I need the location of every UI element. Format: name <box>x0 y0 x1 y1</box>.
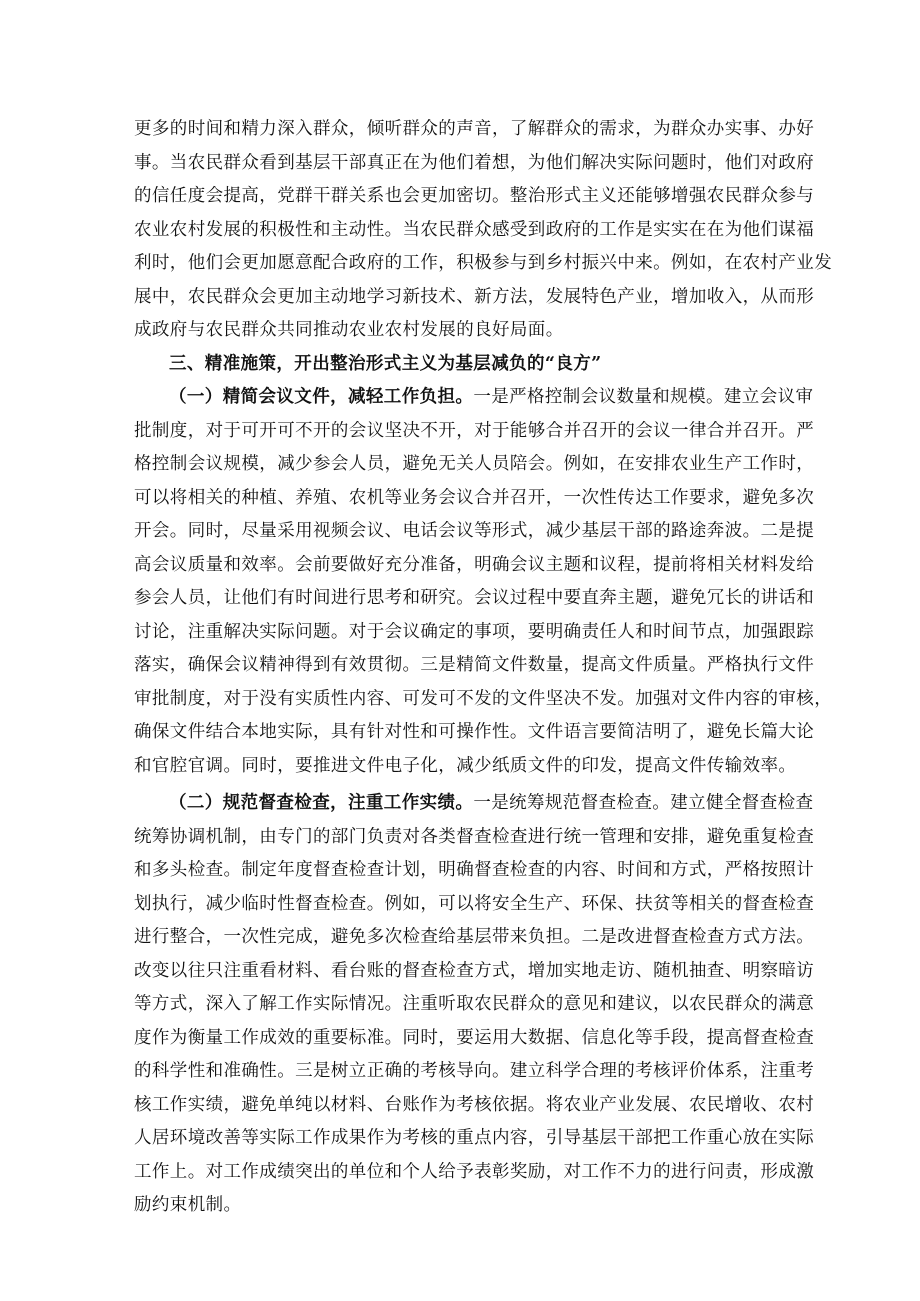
text-line: 开会。同时，尽量采用视频会议、电话会议等形式，减少基层干部的路途奔波。二是提 <box>134 521 815 541</box>
text-line: 核工作实绩，避免单纯以材料、台账作为考核依据。将农业产业发展、农民增收、农村 <box>134 1094 815 1115</box>
text-line: 展中，农民群众会更加主动地学习新技术、新方法，发展特色产业，增加收入，从而形 <box>134 286 815 307</box>
text-line: 人居环境改善等实际工作成果作为考核的重点内容，引导基层干部把工作重心放在实际 <box>134 1128 815 1148</box>
document-page <box>134 113 833 1223</box>
paragraph-1 <box>134 113 833 348</box>
text-line: 成政府与农民群众共同推动农业农村发展的良好局面。 <box>134 320 564 340</box>
text-line: 更多的时间和精力深入群众，倾听群众的声音，了解群众的需求，为群众办实事、办好 <box>134 119 815 139</box>
text-line: 工作上。对工作成绩突出的单位和个人给予表彰奖励，对工作不力的进行问责，形成激 <box>134 1161 815 1182</box>
text-run: 一是严格控制会议数量和规模。建立会议审 <box>473 387 814 407</box>
text-line: 落实，确保会议精神得到有效贯彻。三是精简文件数量，提高文件质量。严格执行文件 <box>134 655 815 675</box>
text-line: 高会议质量和效率。会前要做好充分准备，明确会议主题和议程，提前将相关材料发给 <box>134 554 815 575</box>
text-line: 审批制度，对于没有实质性内容、可发可不发的文件坚决不发。加强对文件内容的审核， <box>134 688 833 709</box>
text-run: 一是统筹规范督查检查。建立健全督查检查 <box>473 793 814 813</box>
text-line: 格控制会议规模，减少参会人员，避免无关人员陪会。例如，在安排农业生产工作时， <box>134 454 815 474</box>
text-line: 度作为衡量工作成效的重要标准。同时，要运用大数据、信息化等手段，提高督查检查 <box>134 1027 815 1048</box>
text-line: 事。当农民群众看到基层干部真正在为他们着想，为他们解决实际问题时，他们对政府 <box>134 152 815 173</box>
text-line: 改变以往只注重看材料、看台账的督查检查方式，增加实地走访、随机抽查、明察暗访 <box>134 960 815 981</box>
paragraph-2 <box>134 381 833 783</box>
subheading: （一）精简会议文件，减轻工作负担。 <box>169 387 474 407</box>
text-line: 等方式，深入了解工作实际情况。注重听取农民群众的意见和建议，以农民群众的满意 <box>134 994 815 1014</box>
text-line: 进行整合，一次性完成，避免多次检查给基层带来负担。二是改进督查检查方式方法。 <box>134 927 815 947</box>
text-line: 的信任度会提高，党群干群关系也会更加密切。整治形式主义还能够增强农民群众参与 <box>134 186 815 206</box>
text-line: 参会人员，让他们有时间进行思考和研究。会议过程中要直奔主题，避免冗长的讲话和 <box>134 588 815 608</box>
section-heading-text: 三、精准施策，开出整治形式主义为基层减负的“良方” <box>169 353 602 374</box>
section-heading <box>134 348 786 382</box>
text-line: 利时，他们会更加愿意配合政府的工作，积极参与到乡村振兴中来。例如，在农村产业发 <box>134 253 833 273</box>
text-line: 农业农村发展的积极性和主动性。当农民群众感受到政府的工作是实实在在为他们谋福 <box>134 219 815 240</box>
text-line: 励约束机制。 <box>134 1195 242 1215</box>
text-line: 可以将相关的种植、养殖、农机等业务会议合并召开，一次性传达工作要求，避免多次 <box>134 487 815 508</box>
text-line: 划执行，减少临时性督查检查。例如，可以将安全生产、环保、扶贫等相关的督查检查 <box>134 893 815 914</box>
text-line: 讨论，注重解决实际问题。对于会议确定的事项，要明确责任人和时间节点，加强跟踪 <box>134 621 815 642</box>
paragraph-3 <box>134 787 815 1223</box>
text-line: 确保文件结合本地实际，具有针对性和可操作性。文件语言要简洁明了，避免长篇大论 <box>134 722 815 742</box>
text-line: 和官腔官调。同时，要推进文件电子化，减少纸质文件的印发，提高文件传输效率。 <box>134 755 797 776</box>
text-line: 统筹协调机制，由专门的部门负责对各类督查检查进行统一管理和安排，避免重复检查 <box>134 826 815 847</box>
text-line <box>134 787 814 821</box>
text-line: 的科学性和准确性。三是树立正确的考核导向。建立科学合理的考核评价体系，注重考 <box>134 1061 815 1081</box>
text-line <box>134 381 814 415</box>
text-line: 和多头检查。制定年度督查检查计划，明确督查检查的内容、时间和方式，严格按照计 <box>134 860 815 880</box>
text-line: 批制度，对于可开可不开的会议坚决不开，对于能够合并召开的会议一律合并召开。严 <box>134 420 815 441</box>
subheading: （二）规范督查检查，注重工作实绩。 <box>169 793 474 813</box>
